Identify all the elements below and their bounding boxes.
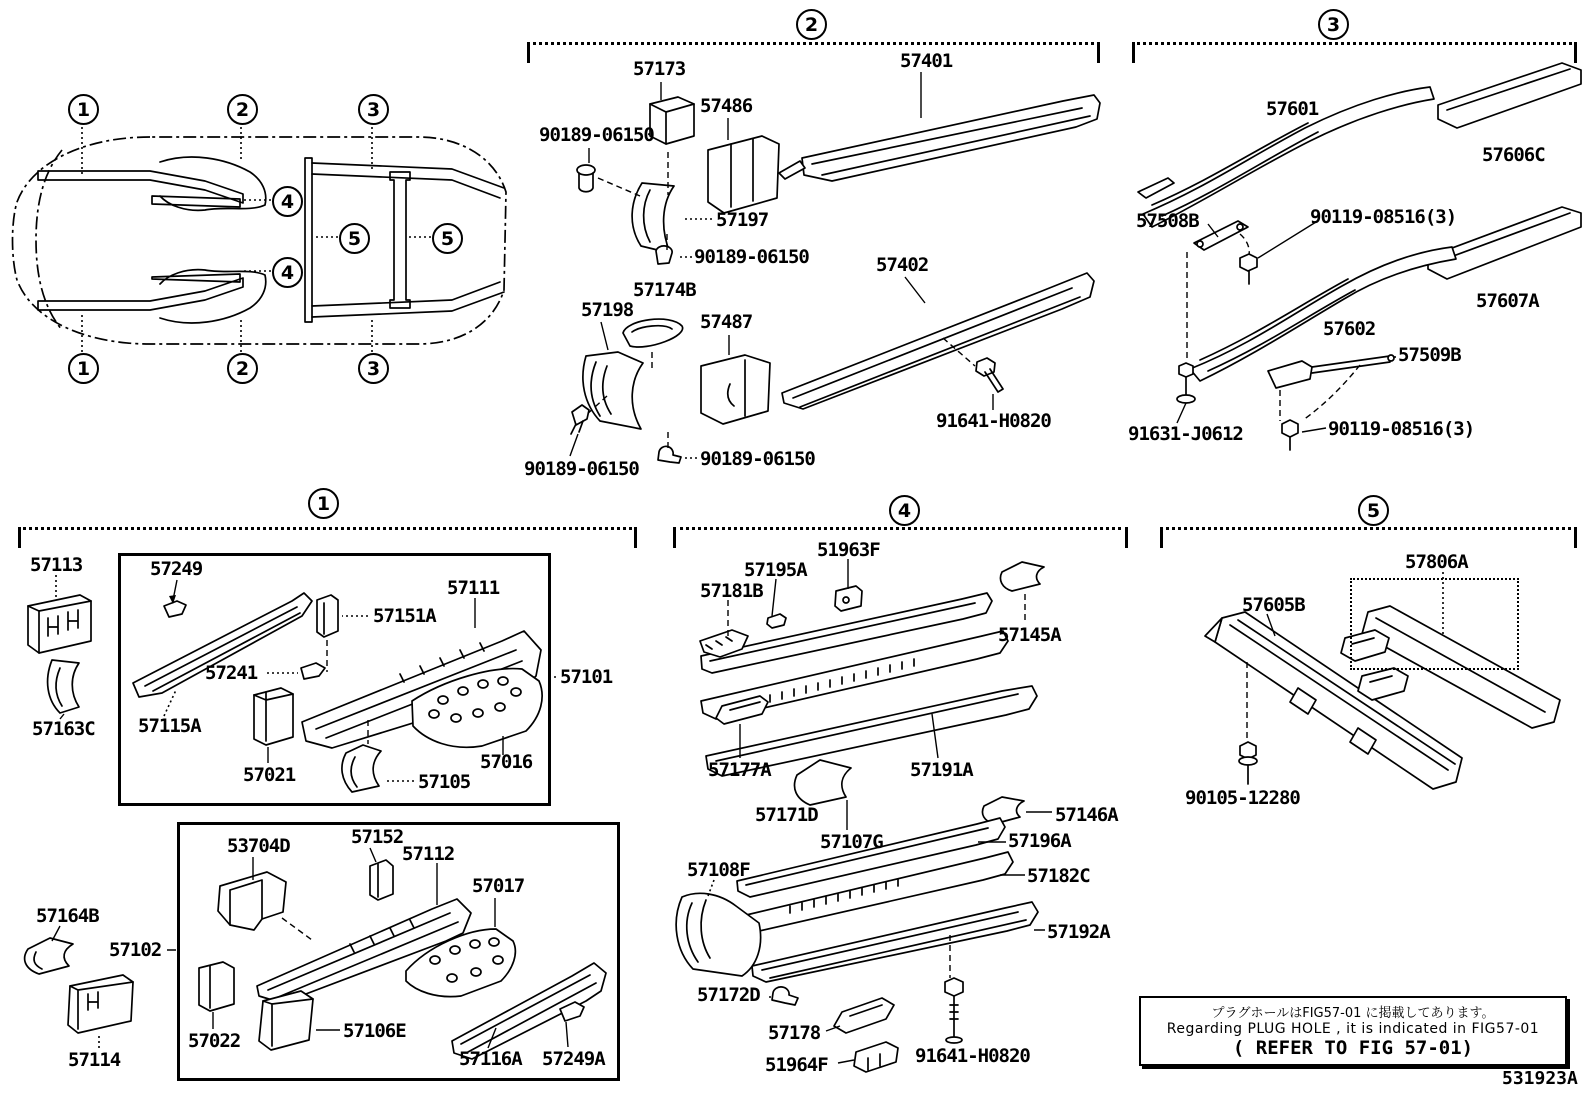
part-number-57145A: 57145A: [998, 624, 1061, 646]
part-number-57181B: 57181B: [700, 580, 763, 602]
note-line-japanese: プラグホールはFIG57-01 に掲載してあります。: [1211, 1006, 1495, 1021]
part-number-57021: 57021: [243, 764, 296, 786]
part-number-57241: 57241: [205, 662, 258, 684]
part-number-57196A: 57196A: [1008, 830, 1071, 852]
car-callout-2-top: 2: [227, 94, 258, 125]
part-number-90189-06150-c: 90189-06150: [524, 458, 639, 480]
part-number-57178: 57178: [768, 1022, 821, 1044]
part-number-57197: 57197: [716, 209, 769, 231]
section3-number: 3: [1318, 9, 1349, 40]
part-number-57108F: 57108F: [687, 859, 750, 881]
part-number-90119-08516-b: 90119-08516(3): [1328, 418, 1475, 440]
car-callout-4-lower: 4: [272, 257, 303, 288]
part-number-57249A: 57249A: [542, 1048, 605, 1070]
plug-hole-note-box: [1139, 996, 1567, 1066]
part-number-57198: 57198: [581, 299, 634, 321]
part-number-90189-06150-a: 90189-06150: [539, 124, 654, 146]
part-number-57182C: 57182C: [1027, 865, 1090, 887]
part-number-57115A: 57115A: [138, 715, 201, 737]
part-number-57508B: 57508B: [1136, 210, 1199, 232]
section1-number: 1: [308, 488, 339, 519]
part-number-57022: 57022: [188, 1030, 241, 1052]
part-number-90189-06150-b: 90189-06150: [694, 246, 809, 268]
part-number-57195A: 57195A: [744, 559, 807, 581]
note-line-refer: ( REFER TO FIG 57-01): [1232, 1037, 1474, 1059]
part-number-57116A: 57116A: [459, 1048, 522, 1070]
part-number-57163C: 57163C: [32, 718, 95, 740]
section2-bracket: [527, 42, 1100, 45]
car-callout-5-right: 5: [432, 223, 463, 254]
part-number-57171D: 57171D: [755, 804, 818, 826]
figure-code: 531923A: [1502, 1068, 1578, 1089]
part-number-57607A: 57607A: [1476, 290, 1539, 312]
part-number-91641-H0820-a: 91641-H0820: [936, 410, 1051, 432]
part-number-57172D: 57172D: [697, 984, 760, 1006]
note-line-english: Regarding PLUG HOLE , it is indicated in FIG57-01: [1166, 1021, 1540, 1037]
car-callout-4-upper: 4: [272, 186, 303, 217]
part-number-57105: 57105: [418, 771, 471, 793]
part-number-57152: 57152: [351, 826, 404, 848]
part-number-57101: 57101: [560, 666, 613, 688]
section4-number: 4: [889, 495, 920, 526]
section5-bracket: [1160, 527, 1577, 530]
part-number-57601: 57601: [1266, 98, 1319, 120]
car-callout-2-bottom: 2: [227, 353, 258, 384]
part-number-57146A: 57146A: [1055, 804, 1118, 826]
part-number-57192A: 57192A: [1047, 921, 1110, 943]
part-number-90119-08516-a: 90119-08516(3): [1310, 206, 1457, 228]
part-number-57487: 57487: [700, 311, 753, 333]
part-number-90105-12280: 90105-12280: [1185, 787, 1300, 809]
part-number-57016: 57016: [480, 751, 533, 773]
car-callout-1-top: 1: [68, 94, 99, 125]
car-callout-5-left: 5: [339, 223, 370, 254]
section3-parts: [1138, 63, 1581, 450]
part-number-57249: 57249: [150, 558, 203, 580]
part-number-57107G: 57107G: [820, 831, 883, 853]
part-number-57605B: 57605B: [1242, 594, 1305, 616]
car-callout-1-bottom: 1: [68, 353, 99, 384]
section3-bracket: [1132, 42, 1577, 45]
car-callout-3-top: 3: [358, 94, 389, 125]
section1-parts-box-rear: [177, 822, 620, 1081]
part-number-57113: 57113: [30, 554, 83, 576]
part-number-57102: 57102: [109, 939, 162, 961]
part-number-91631-J0612: 91631-J0612: [1128, 423, 1243, 445]
part-number-90189-06150-d: 90189-06150: [700, 448, 815, 470]
part-number-57164B: 57164B: [36, 905, 99, 927]
part-number-57602: 57602: [1323, 318, 1376, 340]
part-number-57509B: 57509B: [1398, 344, 1461, 366]
part-number-57106E: 57106E: [343, 1020, 406, 1042]
part-number-57191A: 57191A: [910, 759, 973, 781]
part-number-57017: 57017: [472, 875, 525, 897]
part-number-57112: 57112: [402, 843, 455, 865]
section2-number: 2: [796, 9, 827, 40]
section4-bracket: [673, 527, 1128, 530]
part-number-57174B: 57174B: [633, 279, 696, 301]
part-number-91641-H0820-b: 91641-H0820: [915, 1045, 1030, 1067]
section5-number: 5: [1358, 495, 1389, 526]
part-number-57402: 57402: [876, 254, 929, 276]
part-number-53704D: 53704D: [227, 835, 290, 857]
part-number-51963F: 51963F: [817, 539, 880, 561]
part-number-57114: 57114: [68, 1049, 121, 1071]
section5-57806A-group-box: [1350, 578, 1519, 670]
part-number-57177A: 57177A: [708, 759, 771, 781]
part-number-57806A: 57806A: [1405, 551, 1468, 573]
part-number-57111: 57111: [447, 577, 500, 599]
part-number-57401: 57401: [900, 50, 953, 72]
part-number-57606C: 57606C: [1482, 144, 1545, 166]
car-callout-3-bottom: 3: [358, 353, 389, 384]
section1-bracket: [18, 527, 637, 530]
part-number-57173: 57173: [633, 58, 686, 80]
part-number-57151A: 57151A: [373, 605, 436, 627]
part-number-57486: 57486: [700, 95, 753, 117]
part-number-51964F: 51964F: [765, 1054, 828, 1076]
